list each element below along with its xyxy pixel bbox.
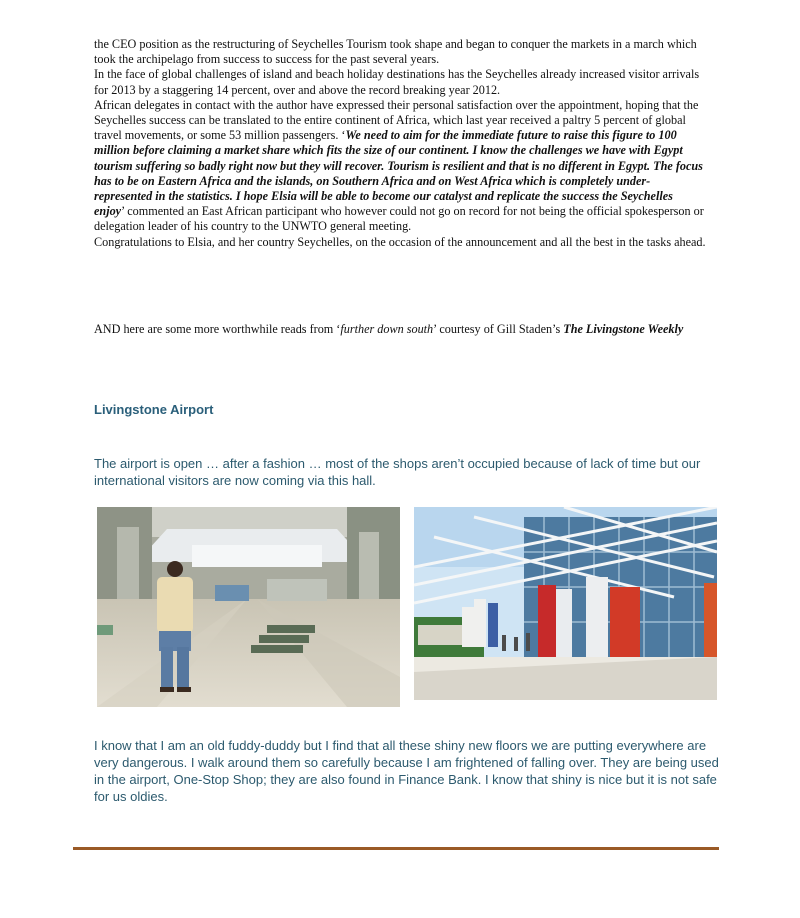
more-reads-line — [94, 322, 706, 337]
airport-intro: The airport is open … after a fashion … most of the shops aren’t occupied because of lack of time but our international visitors are now coming via this hall. — [94, 456, 701, 488]
article-text — [94, 37, 706, 250]
publication-name: The Livingstone Weekly — [563, 322, 684, 336]
more-reads-lead: AND here are some more worthwhile reads from ‘ — [94, 322, 341, 336]
article-paragraph-1: the CEO position as the restructuring of Seychelles Tourism took shape and began to conquer the markets in a march which took the archipelago from success to success for the past several years. — [94, 37, 697, 67]
section-heading: Livingstone Airport — [94, 402, 214, 417]
paragraph-3-end: ’ commented an East African participant who however could not go on record for not being the official spokesperson or delegation leader of his country to the UNWTO general meeting. — [94, 204, 704, 234]
article-paragraph-4: Congratulations to Elsia, and her country Seychelles, on the occasion of the announcement and all the best in the tasks ahead. — [94, 234, 706, 249]
more-reads-middle: ’ courtesy of Gill Staden’s — [433, 322, 564, 336]
airport-hall-photo — [97, 507, 400, 707]
more-reads-source: further down south — [340, 322, 434, 336]
airport-exterior-photo — [414, 507, 717, 700]
footer-divider — [73, 847, 719, 850]
article-paragraph-3 — [94, 98, 706, 235]
article-paragraph-2: In the face of global challenges of island and beach holiday destinations has the Seychelles already increased visitor arrivals for 2013 by a staggering 14 percent, over and above the record breaking year 2012. — [94, 67, 700, 97]
paragraph-3-start: African delegates in contact with the author have expressed their personal satisfaction over the appointment, hoping that the Seychelles success can be translated to the entire continent of Africa, which last year received a paltry 5 percent of global travel movements, or some 53 million passengers. ‘ — [94, 97, 699, 143]
airport-closing: I know that I am an old fuddy-duddy but I find that all these shiny new floors we are putting everywhere are very dangerous. I walk around them so carefully because I am frightened of falling over. They are being used in the airport, One-Stop Shop; they are also found in Finance Bank. I know that shiny is nice but it is not safe for us oldies. — [94, 738, 719, 804]
delegate-quote: We need to aim for the immediate future to raise this figure to 100 million before claiming a market share which fits the size of our continent. I know the challenges we have with Egypt tourism suffering so badly right now but they will recover. Tourism is resilient and that is no different in Egypt. The focus has to be on Eastern Africa and the islands, on Southern Africa and on West Africa which is completely under-represented in the statistics. I hope Elsia will be able to become our catalyst and replicate the success the Seychelles enjoy — [94, 128, 703, 219]
